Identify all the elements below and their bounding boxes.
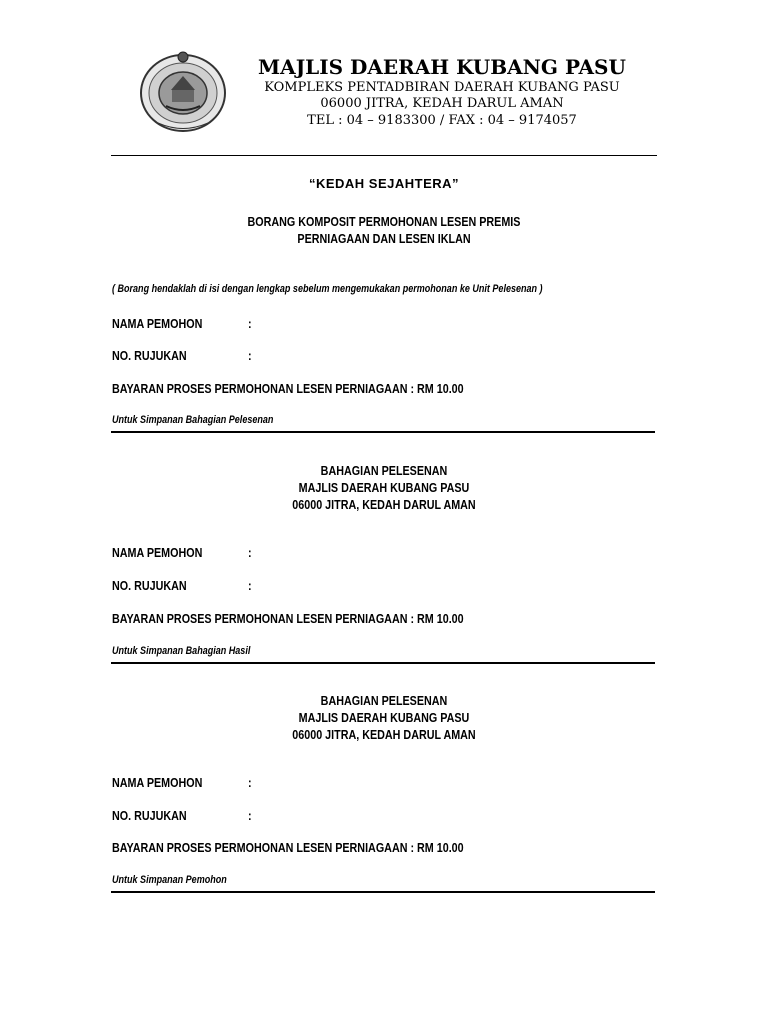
majlis-seal-icon: [138, 48, 228, 134]
office-address: 06000 JITRA, KEDAH DARUL AMAN: [292, 498, 476, 512]
contact-line: TEL : 04 – 9183300 / FAX : 04 – 9174057: [307, 113, 577, 128]
office-council: MAJLIS DAERAH KUBANG PASU: [298, 711, 470, 725]
nama-pemohon-label: NAMA PEMOHON: [112, 776, 203, 790]
form-title-line-2: PERNIAGAAN DAN LESEN IKLAN: [297, 232, 471, 246]
section-divider: [111, 891, 655, 893]
no-rujukan-label: NO. RUJUKAN: [112, 579, 187, 593]
rujukan-colon: :: [248, 349, 252, 363]
section-note: Untuk Simpanan Pemohon: [112, 874, 227, 886]
address-line-2: 06000 JITRA, KEDAH DARUL AMAN: [320, 96, 564, 111]
no-rujukan-label: NO. RUJUKAN: [112, 349, 187, 363]
address-line-1: KOMPLEKS PENTADBIRAN DAERAH KUBANG PASU: [264, 80, 620, 95]
office-name: BAHAGIAN PELESENAN: [320, 694, 448, 708]
header-divider: [111, 155, 657, 156]
section-note: Untuk Simpanan Bahagian Pelesenan: [112, 414, 274, 426]
nama-pemohon-label: NAMA PEMOHON: [112, 546, 203, 560]
section-divider: [111, 431, 655, 433]
bayaran-text: BAYARAN PROSES PERMOHONAN LESEN PERNIAGAAN : RM 10.00: [112, 841, 464, 855]
section-divider: [111, 662, 655, 664]
nama-colon: :: [248, 317, 252, 331]
office-address: 06000 JITRA, KEDAH DARUL AMAN: [292, 728, 476, 742]
nama-colon: :: [248, 776, 252, 790]
office-name: BAHAGIAN PELESENAN: [320, 464, 448, 478]
instruction-text: ( Borang hendaklah di isi dengan lengkap sebelum mengemukakan permohonan ke Unit Pelesenan ): [112, 283, 543, 295]
bayaran-text: BAYARAN PROSES PERMOHONAN LESEN PERNIAGAAN : RM 10.00: [112, 382, 464, 396]
bayaran-text: BAYARAN PROSES PERMOHONAN LESEN PERNIAGAAN : RM 10.00: [112, 612, 464, 626]
slogan: “KEDAH SEJAHTERA”: [308, 176, 460, 191]
nama-colon: :: [248, 546, 252, 560]
nama-pemohon-label: NAMA PEMOHON: [112, 317, 203, 331]
rujukan-colon: :: [248, 579, 252, 593]
rujukan-colon: :: [248, 809, 252, 823]
form-title-line-1: BORANG KOMPOSIT PERMOHONAN LESEN PREMIS: [247, 215, 521, 229]
section-note: Untuk Simpanan Bahagian Hasil: [112, 645, 251, 657]
council-name: MAJLIS DAERAH KUBANG PASU: [258, 55, 626, 79]
office-council: MAJLIS DAERAH KUBANG PASU: [298, 481, 470, 495]
no-rujukan-label: NO. RUJUKAN: [112, 809, 187, 823]
